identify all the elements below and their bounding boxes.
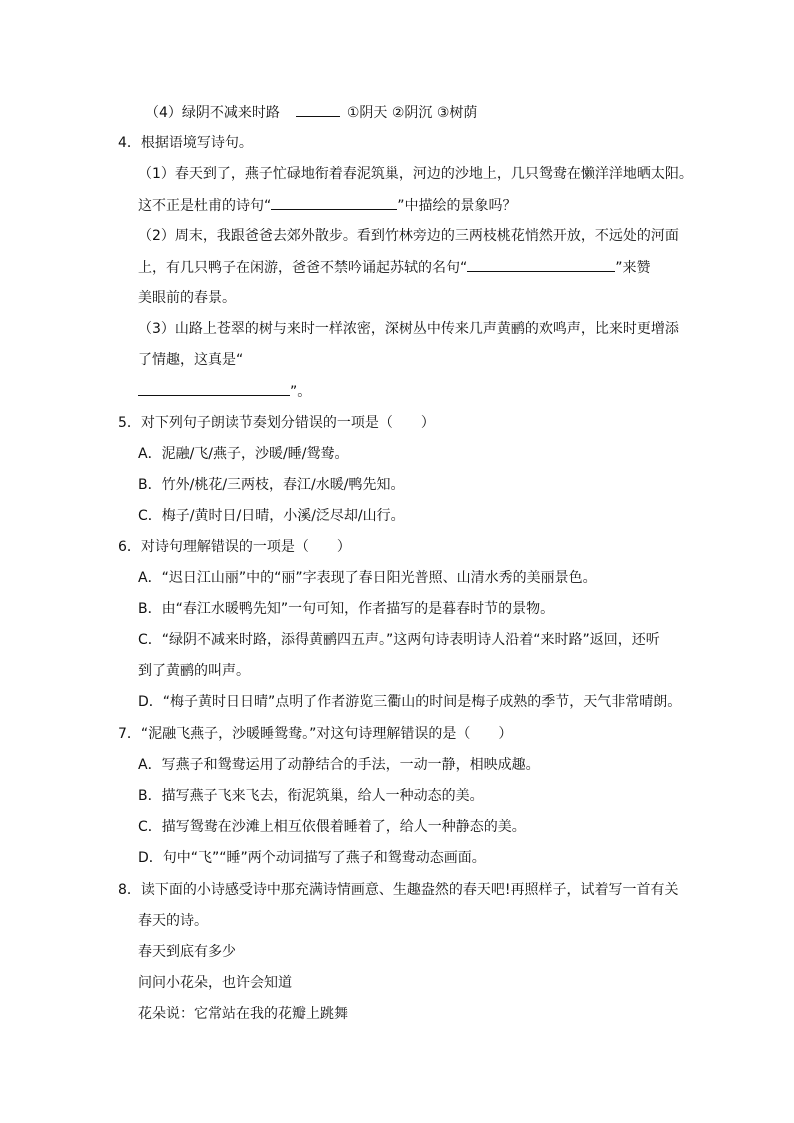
q5-option-b: B．竹外/桃花/三两枝，春江/水暖/鸭先知。 [138, 477, 405, 493]
q4-p1-line2-b: ”中描绘的景象吗？ [397, 198, 517, 214]
q4-p3-line3 [138, 381, 311, 402]
q4-p3-line1: （3）山路上苍翠的树与来时一样浓密，深树丛中传来几声黄鹂的欢鸣声，比来时更增添 [138, 321, 679, 337]
q8-title-line1: 8．读下面的小诗感受诗中那充满诗情画意、生趣盎然的春天吧!再照样子，试着写一首有关 [118, 882, 679, 898]
q8-poem-line3: 花朵说：它常站在我的花瓣上跳舞 [138, 1006, 348, 1022]
q4-p2-line2 [138, 257, 651, 278]
q7-option-d: D．句中“飞”“睡”两个动词描写了燕子和鸳鸯动态画面。 [138, 850, 486, 866]
q3-item-4-options: ①阴天 ②阴沉 ③树荫 [346, 105, 478, 121]
q4-p3-line2: 了情趣，这真是“ [138, 352, 244, 368]
q6-option-a: A．“迟日江山丽”中的“丽”字表现了春日阳光普照、山清水秀的美丽景色。 [138, 570, 597, 586]
answer-blank[interactable] [467, 257, 615, 272]
q5-option-a: A．泥融/飞/燕子，沙暖/睡/鸳鸯。 [138, 446, 349, 462]
q4-p3-line3-b: ”。 [290, 384, 312, 400]
q7-option-c: C．描写鸳鸯在沙滩上相互依偎着睡着了，给人一种静态的美。 [138, 819, 526, 835]
q6-option-b: B．由“春江水暖鸭先知”一句可知，作者描写的是暮春时节的景物。 [138, 601, 555, 617]
q4-title: 4．根据语境写诗句。 [118, 135, 253, 151]
answer-blank[interactable] [296, 102, 340, 117]
q3-item-4 [145, 102, 477, 123]
q8-poem-line1: 春天到底有多少 [138, 944, 236, 960]
q5-option-c: C．梅子/黄时日/日晴，小溪/泛尽却/山行。 [138, 508, 405, 524]
q8-poem-line2: 问问小花朵，也许会知道 [138, 975, 292, 991]
q6-option-c-line1: C．“绿阴不减来时路，添得黄鹂四五声。”这两句诗表明诗人沿着“来时路”返回，还听 [138, 632, 660, 648]
q4-p2-line2-a: 上，有几只鸭子在闲游，爸爸不禁吟诵起苏轼的名句“ [138, 260, 468, 276]
q6-title: 6．对诗句理解错误的一项是（ ） [118, 539, 351, 555]
q3-item-4-text: （4）绿阴不减来时路 [145, 105, 280, 121]
answer-blank[interactable] [138, 381, 290, 396]
q6-option-d: D．“梅子黄时日日晴”点明了作者游览三衢山的时间是梅子成熟的季节，天气非常晴朗。 [138, 694, 682, 710]
q8-title-line2: 春天的诗。 [138, 913, 208, 929]
q5-title: 5．对下列句子朗读节奏划分错误的一项是（ ） [118, 415, 435, 431]
q4-p2-line1: （2）周末，我跟爸爸去郊外散步。看到竹林旁边的三两枝桃花悄然开放，不远处的河面 [138, 228, 679, 244]
q4-p2-line2-b: ”来赞 [615, 260, 651, 276]
q7-title: 7．“泥融飞燕子，沙暖睡鸳鸯。”对这句诗理解错误的是（ ） [118, 726, 513, 742]
answer-blank[interactable] [271, 195, 397, 210]
q4-p1-line2-a: 这不正是杜甫的诗句“ [138, 198, 272, 214]
q7-option-a: A．写燕子和鸳鸯运用了动静结合的手法，一动一静，相映成趣。 [138, 757, 540, 773]
q4-p1-line1: （1）春天到了，燕子忙碌地衔着春泥筑巢，河边的沙地上，几只鸳鸯在懒洋洋地晒太阳。 [138, 166, 693, 182]
q4-p2-line3: 美眼前的春景。 [138, 290, 236, 306]
q4-p1-line2 [138, 195, 517, 216]
q7-option-b: B．描写燕子飞来飞去，衔泥筑巢，给人一种动态的美。 [138, 788, 484, 804]
q6-option-c-line2: 到了黄鹂的叫声。 [138, 663, 250, 679]
